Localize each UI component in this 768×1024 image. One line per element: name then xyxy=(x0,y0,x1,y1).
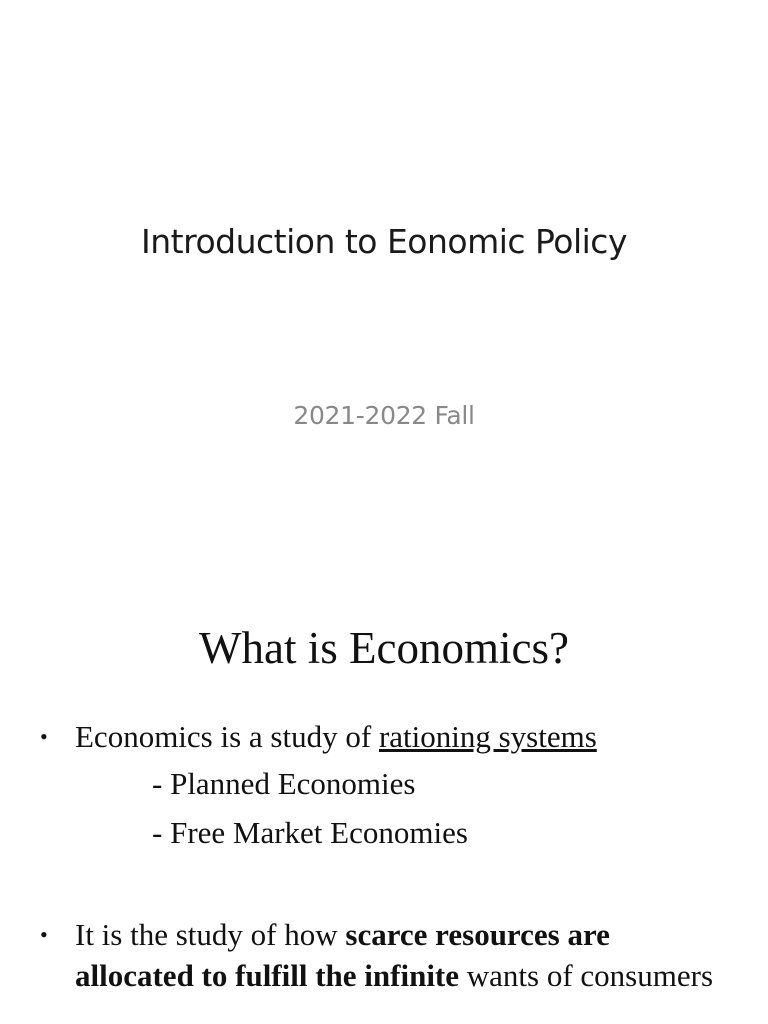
bullet-text xyxy=(40,716,730,757)
bullet-item xyxy=(40,914,730,996)
bullet-dot-icon: • xyxy=(40,724,48,749)
bullet-text-bold: scarce resources are allocated to fulfill the infinite xyxy=(75,917,610,993)
content-slide-title: What is Economics? xyxy=(199,623,569,673)
bullet-item xyxy=(40,716,730,757)
slide-subtitle: 2021-2022 Fall xyxy=(293,401,475,430)
sub-item-free-market: - Free Market Economies xyxy=(152,815,468,850)
bullet-text xyxy=(40,914,730,996)
bullet-text-prefix: Economics is a study of xyxy=(75,719,379,754)
sub-item-planned: - Planned Economies xyxy=(152,766,416,801)
slide-title: Introduction to Eonomic Policy xyxy=(141,222,627,261)
bullet-text-underlined: rationing systems xyxy=(378,719,597,754)
content-slide xyxy=(0,600,768,1024)
bullet-text-part1: It is the study of how xyxy=(75,917,346,952)
bullet-dot-icon: • xyxy=(40,922,48,947)
bullet-text-part2: wants of consumers xyxy=(459,958,714,993)
